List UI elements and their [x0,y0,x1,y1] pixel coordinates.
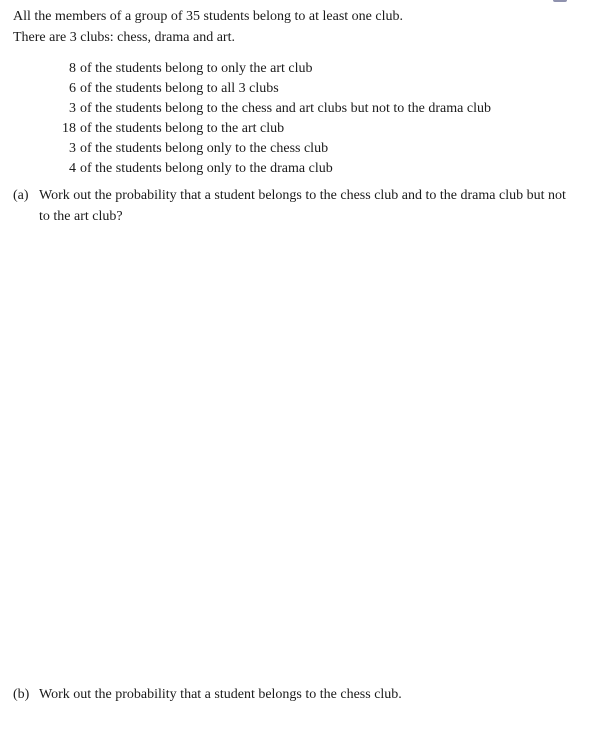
question-b-label: (b) [13,687,30,702]
fact-text: of the students belong to only the art club [80,61,313,76]
top-edge-cropped-fragment [553,0,567,2]
fact-row [13,159,586,179]
fact-text: of the students belong to the art club [80,121,285,136]
intro-paragraph [13,6,586,48]
fact-number: 3 [69,101,76,116]
fact-row [13,139,586,159]
question-a-label: (a) [13,188,29,203]
fact-row [13,99,586,119]
question-b-text: Work out the probability that a student belongs to the chess club. [39,687,402,702]
question-a [13,185,575,227]
fact-row [13,59,586,79]
question-b [13,684,402,705]
fact-text: of the students belong only to the drama club [80,161,333,176]
fact-number: 3 [69,141,76,156]
intro-line-1: All the members of a group of 35 students belong to at least one club. [13,9,403,24]
fact-number: 18 [62,121,76,136]
fact-number: 6 [69,81,76,96]
fact-row [13,79,586,99]
fact-number: 8 [69,61,76,76]
fact-row [13,119,586,139]
facts-list [13,59,586,179]
fact-number: 4 [69,161,76,176]
intro-line-2: There are 3 clubs: chess, drama and art. [13,30,235,45]
fact-text: of the students belong to all 3 clubs [80,81,279,96]
question-a-text: Work out the probability that a student belongs to the chess club and to the drama club but not to the art club? [39,188,566,224]
fact-text: of the students belong only to the chess club [80,141,329,156]
fact-text: of the students belong to the chess and art clubs but not to the drama club [80,101,491,116]
